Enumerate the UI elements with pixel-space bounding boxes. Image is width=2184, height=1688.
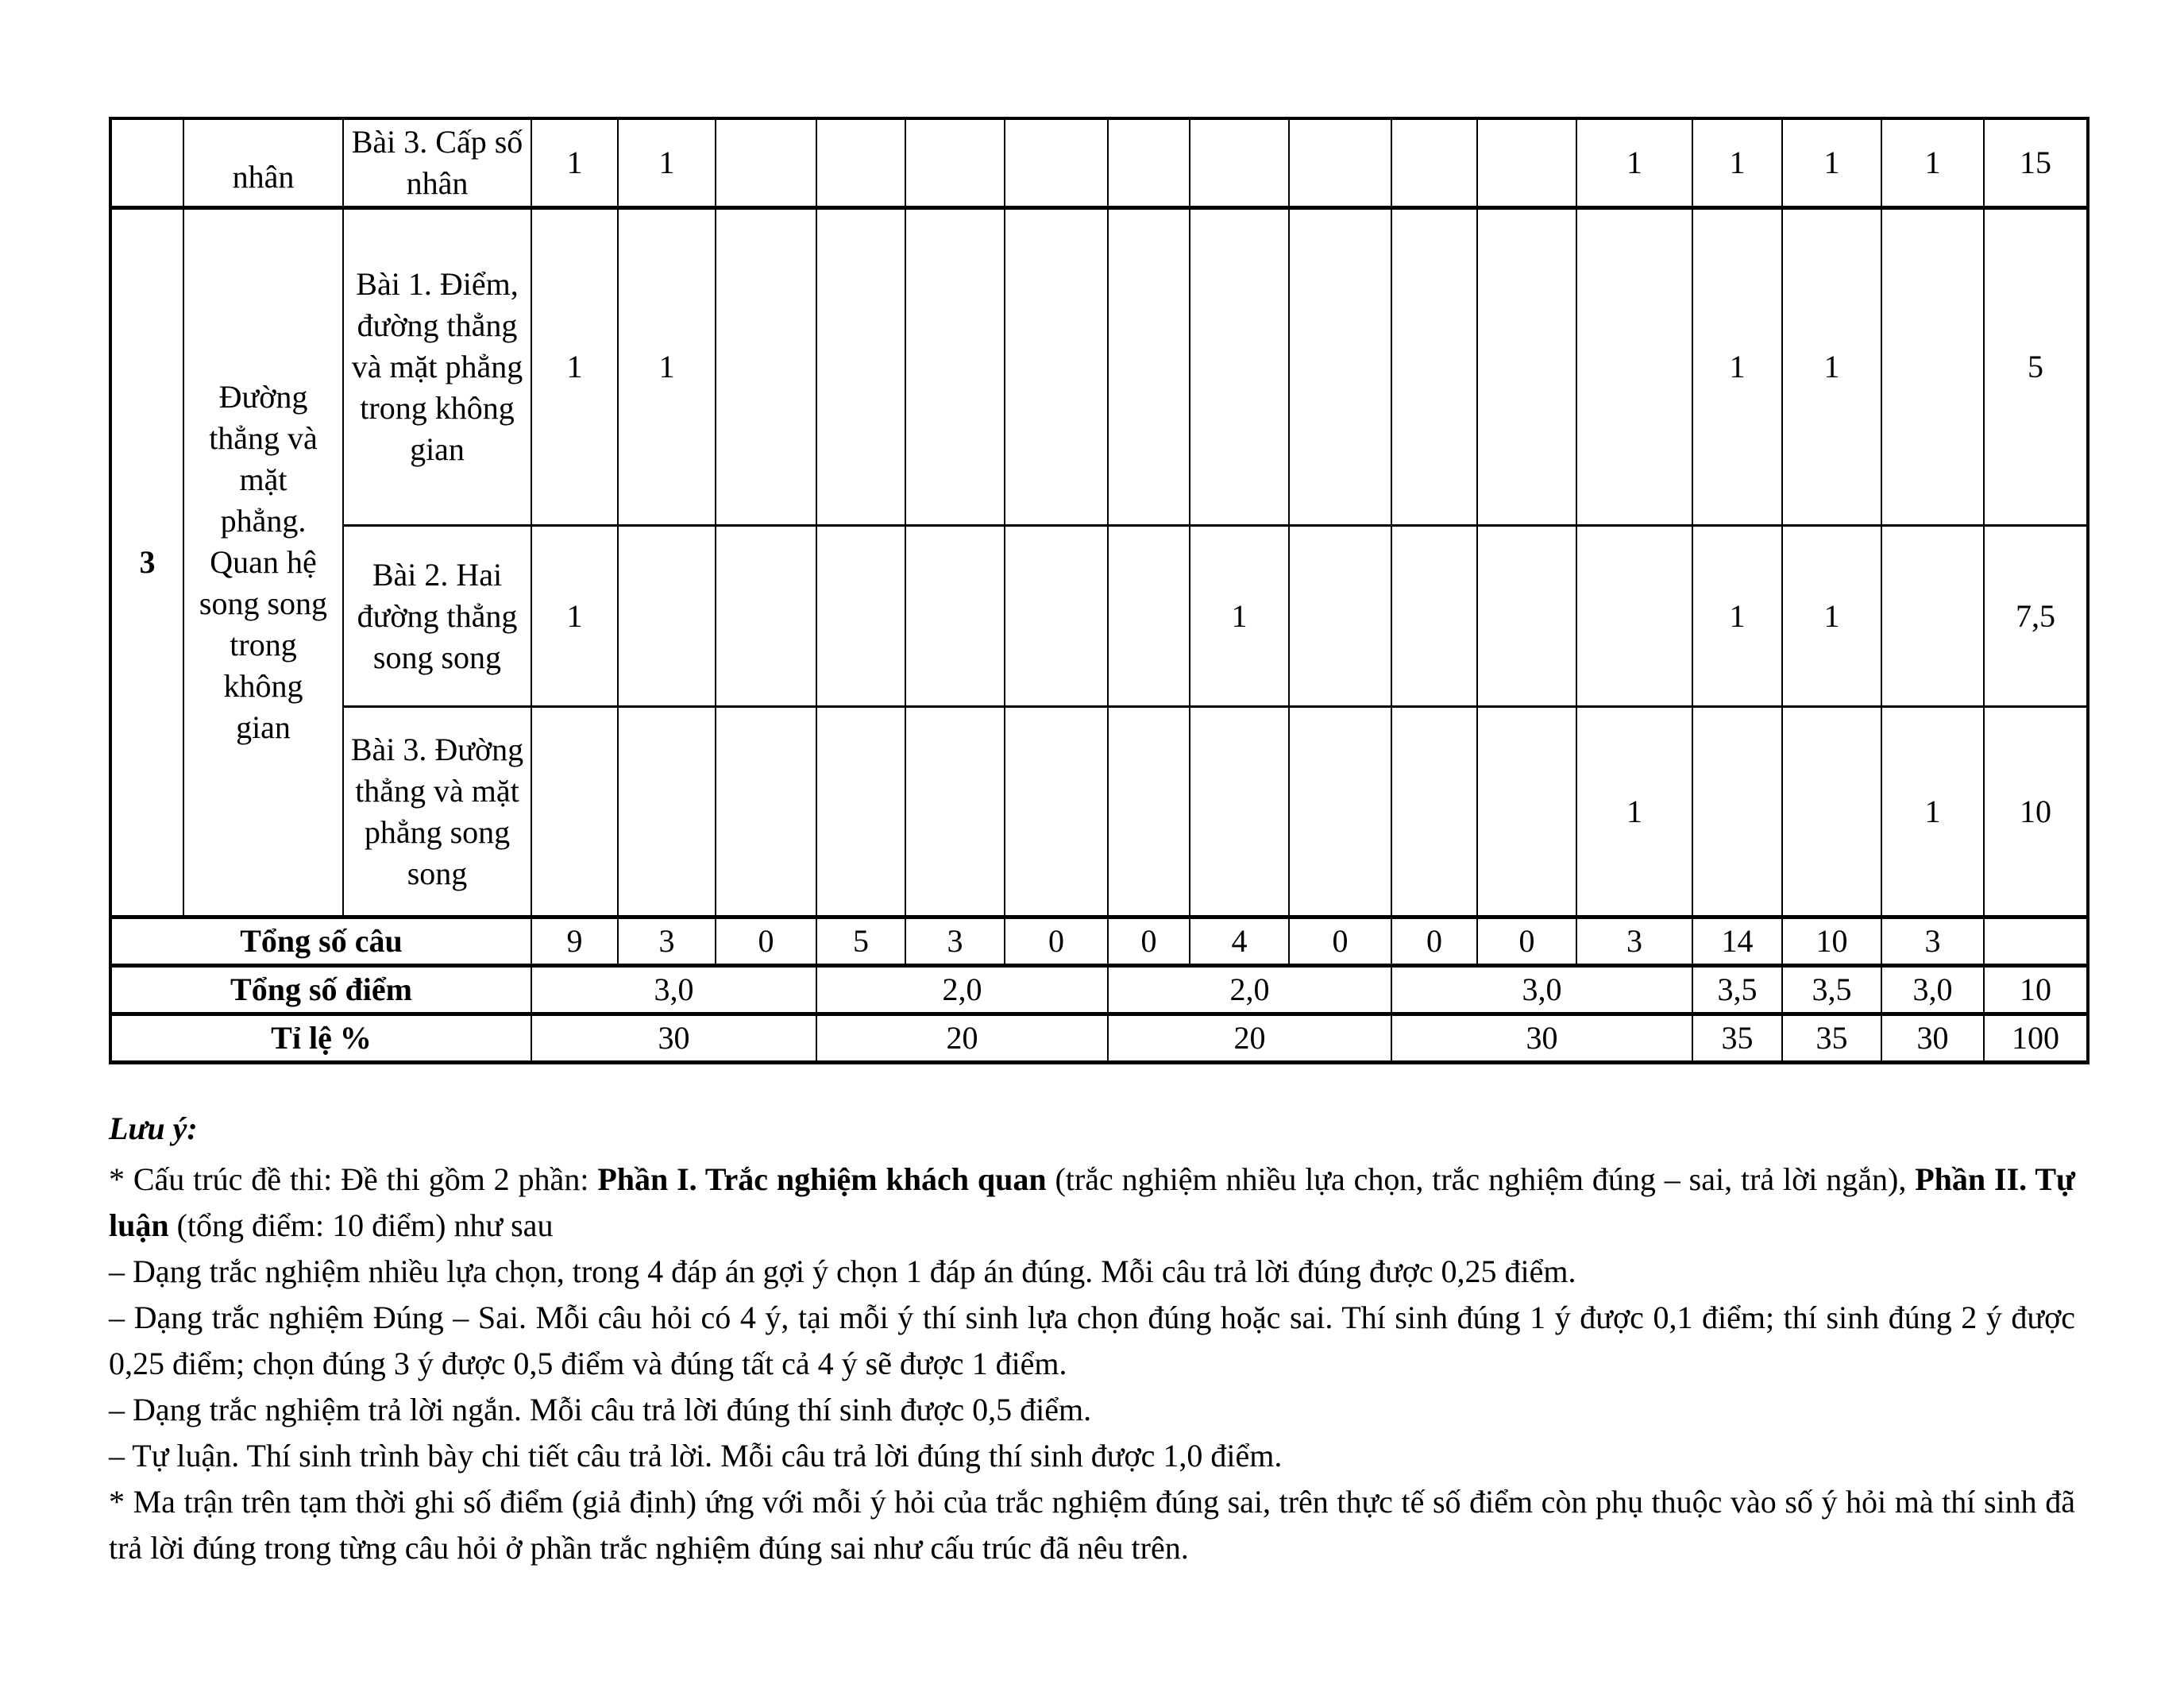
cell-value xyxy=(1108,707,1190,917)
cell-value xyxy=(1576,208,1692,526)
cell-value xyxy=(816,118,905,208)
cell-value xyxy=(1190,707,1289,917)
summary-cell-value: 9 xyxy=(531,917,618,966)
table-row xyxy=(110,526,2088,707)
note-paragraph xyxy=(109,1295,2075,1387)
summary-cell-value: 100 xyxy=(1984,1014,2088,1063)
summary-cell-value: 20 xyxy=(816,1014,1108,1063)
cell-topic: nhân xyxy=(183,118,343,208)
cell-value xyxy=(1391,707,1477,917)
summary-cell-value: 3 xyxy=(905,917,1005,966)
cell-value xyxy=(1108,208,1190,526)
table-summary-row xyxy=(110,966,2088,1014)
summary-row-label: Tổng số câu xyxy=(110,917,531,966)
cell-value xyxy=(716,526,816,707)
note-paragraph xyxy=(109,1479,2075,1571)
summary-cell-value: 4 xyxy=(1190,917,1289,966)
summary-row-label: Tỉ lệ % xyxy=(110,1014,531,1063)
cell-value xyxy=(716,118,816,208)
table-row xyxy=(110,118,2088,208)
cell-value xyxy=(1477,707,1576,917)
summary-cell-value: 3,0 xyxy=(531,966,816,1014)
cell-value: 7,5 xyxy=(1984,526,2088,707)
note-text-bold: Phần I. Trắc nghiệm khách quan xyxy=(597,1161,1047,1197)
cell-lesson: Bài 3. Cấp số nhân xyxy=(343,118,531,208)
cell-value xyxy=(1782,707,1881,917)
note-paragraph xyxy=(109,1249,2075,1295)
cell-value xyxy=(816,208,905,526)
note-paragraph xyxy=(109,1157,2075,1249)
notes-heading: Lưu ý: xyxy=(109,1111,198,1146)
cell-value xyxy=(1289,118,1391,208)
note-text: – Dạng trắc nghiệm Đúng – Sai. Mỗi câu hỏi có 4 ý, tại mỗi ý thí sinh lựa chọn đúng hoặc sai. Thí sinh đúng 1 ý được 0,1 điểm; thí sinh đúng 2 ý được 0,25 điểm; chọn đúng 3 ý được 0,5 điểm và đúng tất cả 4 ý sẽ được 1 điểm. xyxy=(109,1300,2075,1381)
cell-value xyxy=(1692,707,1782,917)
cell-value xyxy=(1477,208,1576,526)
cell-value: 1 xyxy=(531,526,618,707)
cell-value: 1 xyxy=(1782,118,1881,208)
cell-value xyxy=(1108,526,1190,707)
table-summary-row xyxy=(110,917,2088,966)
cell-value xyxy=(1005,208,1108,526)
cell-value xyxy=(1477,526,1576,707)
cell-value: 1 xyxy=(531,208,618,526)
cell-section-number: 3 xyxy=(110,208,183,917)
cell-value xyxy=(905,208,1005,526)
cell-value xyxy=(816,707,905,917)
notes-paragraphs xyxy=(109,1157,2075,1571)
summary-cell-value: 3,0 xyxy=(1391,966,1692,1014)
note-text-bold: Phần II. Tự luận xyxy=(109,1161,2076,1243)
summary-cell-value: 3,5 xyxy=(1692,966,1782,1014)
summary-cell-value: 0 xyxy=(1005,917,1108,966)
cell-value xyxy=(531,707,618,917)
cell-value: 1 xyxy=(1782,526,1881,707)
summary-cell-value: 2,0 xyxy=(816,966,1108,1014)
note-text: * Ma trận trên tạm thời ghi số điểm (giả định) ứng với mỗi ý hỏi của trắc nghiệm đúng sai, trên thực tế số điểm còn phụ thuộc vào số ý hỏi mà thí sinh đã trả lời đúng trong từng câu hỏi ở phần trắc nghiệm đúng sai như cấu trúc đã nêu trên. xyxy=(109,1484,2075,1566)
cell-value xyxy=(1881,526,1984,707)
summary-cell-value: 0 xyxy=(1108,917,1190,966)
summary-cell-value: 0 xyxy=(716,917,816,966)
notes-section xyxy=(109,1106,2075,1571)
table-row xyxy=(110,208,2088,526)
cell-value: 1 xyxy=(1576,118,1692,208)
cell-value xyxy=(716,208,816,526)
summary-cell-value: 0 xyxy=(1477,917,1576,966)
note-text: (trắc nghiệm nhiều lựa chọn, trắc nghiệm đúng – sai, trả lời ngắn), xyxy=(1046,1161,1916,1197)
summary-cell-value: 20 xyxy=(1108,1014,1391,1063)
cell-lesson: Bài 1. Điểm, đường thẳng và mặt phẳng trong không gian xyxy=(343,208,531,526)
summary-cell-value: 0 xyxy=(1391,917,1477,966)
cell-value xyxy=(905,526,1005,707)
summary-cell-value: 10 xyxy=(1984,966,2088,1014)
cell-value xyxy=(716,707,816,917)
cell-value: 1 xyxy=(1692,208,1782,526)
cell-section-number xyxy=(110,118,183,208)
summary-cell-value: 30 xyxy=(531,1014,816,1063)
cell-value: 15 xyxy=(1984,118,2088,208)
summary-cell-value: 35 xyxy=(1782,1014,1881,1063)
summary-cell-value: 30 xyxy=(1391,1014,1692,1063)
cell-value xyxy=(1289,707,1391,917)
note-text: – Dạng trắc nghiệm trả lời ngắn. Mỗi câu trả lời đúng thí sinh được 0,5 điểm. xyxy=(109,1392,1092,1427)
cell-value: 1 xyxy=(618,118,716,208)
cell-value xyxy=(1289,526,1391,707)
cell-value: 1 xyxy=(1881,118,1984,208)
cell-value xyxy=(1391,118,1477,208)
summary-cell-value: 14 xyxy=(1692,917,1782,966)
cell-value xyxy=(618,526,716,707)
document-content xyxy=(109,117,2086,1571)
summary-cell-value: 30 xyxy=(1881,1014,1984,1063)
table-summary-row xyxy=(110,1014,2088,1063)
cell-lesson: Bài 3. Đường thẳng và mặt phẳng song song xyxy=(343,707,531,917)
summary-cell-value: 3 xyxy=(1576,917,1692,966)
note-text: * Cấu trúc đề thi: Đề thi gồm 2 phần: xyxy=(109,1161,598,1197)
summary-row-label: Tổng số điểm xyxy=(110,966,531,1014)
cell-value: 1 xyxy=(1881,707,1984,917)
cell-topic: Đường thẳng và mặt phẳng. Quan hệ song song trong không gian xyxy=(183,208,343,917)
note-paragraph xyxy=(109,1433,2075,1479)
cell-value xyxy=(905,707,1005,917)
summary-cell-value: 3,5 xyxy=(1782,966,1881,1014)
cell-value xyxy=(618,707,716,917)
cell-value: 1 xyxy=(1576,707,1692,917)
cell-value: 10 xyxy=(1984,707,2088,917)
cell-value: 1 xyxy=(531,118,618,208)
summary-cell-value: 2,0 xyxy=(1108,966,1391,1014)
cell-value xyxy=(1576,526,1692,707)
cell-value xyxy=(1005,526,1108,707)
note-text: – Dạng trắc nghiệm nhiều lựa chọn, trong 4 đáp án gợi ý chọn 1 đáp án đúng. Mỗi câu trả lời đúng được 0,25 điểm. xyxy=(109,1253,1576,1289)
cell-value xyxy=(1190,208,1289,526)
cell-value xyxy=(1190,118,1289,208)
table-body xyxy=(110,118,2088,1063)
note-text: (tổng điểm: 10 điểm) như sau xyxy=(168,1207,554,1243)
cell-value: 1 xyxy=(1782,208,1881,526)
cell-value: 1 xyxy=(1692,118,1782,208)
summary-cell-value xyxy=(1984,917,2088,966)
cell-value xyxy=(1108,118,1190,208)
summary-cell-value: 10 xyxy=(1782,917,1881,966)
note-text: – Tự luận. Thí sinh trình bày chi tiết câu trả lời. Mỗi câu trả lời đúng thí sinh được 1,0 điểm. xyxy=(109,1438,1283,1474)
summary-cell-value: 3 xyxy=(1881,917,1984,966)
summary-cell-value: 3 xyxy=(618,917,716,966)
cell-value: 5 xyxy=(1984,208,2088,526)
summary-cell-value: 3,0 xyxy=(1881,966,1984,1014)
cell-value xyxy=(1477,118,1576,208)
cell-value xyxy=(816,526,905,707)
summary-cell-value: 0 xyxy=(1289,917,1391,966)
cell-value: 1 xyxy=(1190,526,1289,707)
cell-value xyxy=(1881,208,1984,526)
cell-value xyxy=(1391,208,1477,526)
cell-lesson: Bài 2. Hai đường thẳng song song xyxy=(343,526,531,707)
table-row xyxy=(110,707,2088,917)
cell-value xyxy=(1005,707,1108,917)
cell-value: 1 xyxy=(1692,526,1782,707)
cell-value: 1 xyxy=(618,208,716,526)
note-paragraph xyxy=(109,1387,2075,1433)
cell-value xyxy=(1289,208,1391,526)
cell-value xyxy=(905,118,1005,208)
cell-value xyxy=(1005,118,1108,208)
cell-value xyxy=(1391,526,1477,707)
exam-matrix-table xyxy=(109,117,2089,1064)
summary-cell-value: 35 xyxy=(1692,1014,1782,1063)
summary-cell-value: 5 xyxy=(816,917,905,966)
